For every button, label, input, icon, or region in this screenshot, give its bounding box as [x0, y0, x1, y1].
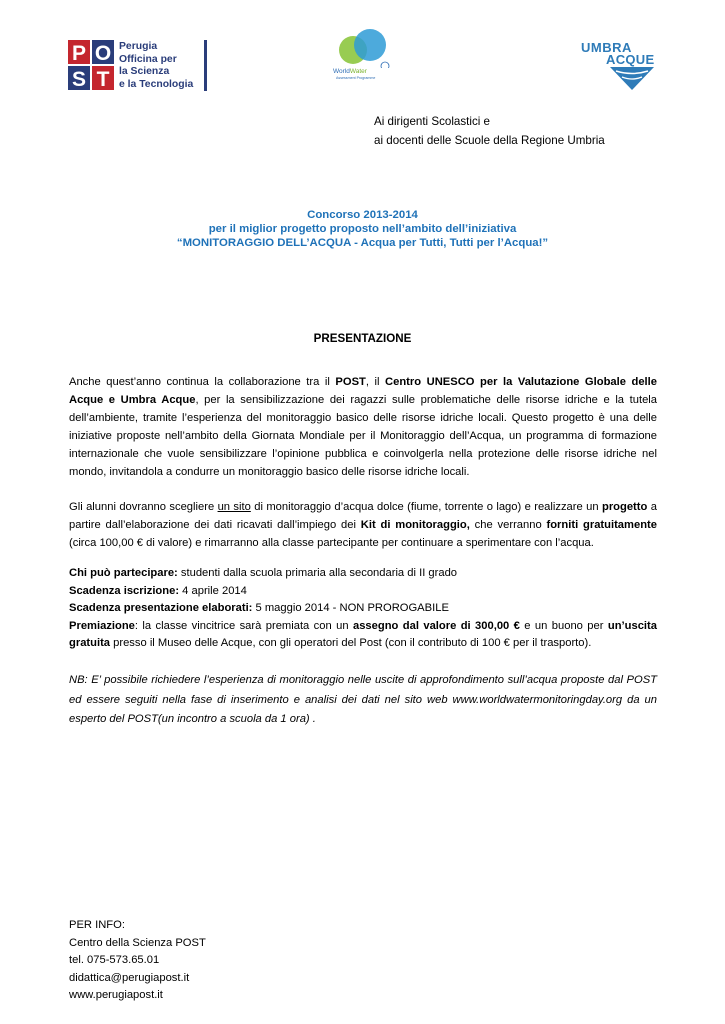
project-paragraph: Gli alunni dovranno scegliere un sito di monitoraggio d’acqua dolce (fiume, torrente o lago) e realizzare un progetto a partire dall’elaborazione dei dati ricavati dall’impiego dei Kit di monitoraggio, che verranno forniti gratuitamente (circa 100,00 € di valore) e rimarranno alla classe partecipante per continuare a sperimentare con l’acqua.: [69, 501, 657, 549]
post-bold: POST: [335, 376, 366, 388]
section-heading: PRESENTAZIONE: [313, 332, 412, 345]
registration-line: Scadenza iscrizione: 4 aprile 2014: [69, 584, 247, 597]
addressee-line: Ai dirigenti Scolastici e: [374, 115, 490, 128]
umbra-logo-line1: UMBRA: [581, 40, 632, 55]
wwap-name-part1: World: [333, 68, 350, 75]
water-drops-icon: [330, 28, 392, 68]
wwap-name-part2: Water: [349, 68, 367, 75]
wwap-subtitle: Assessment Programme: [336, 76, 376, 80]
post-logo-line: Perugia: [119, 41, 158, 52]
post-letter-p: P: [71, 42, 87, 65]
contact-label: PER INFO:: [69, 919, 125, 931]
post-mark-icon: [68, 40, 114, 90]
wwap-logo: [330, 28, 392, 90]
prize-line: Premiazione: la classe vincitrice sarà premiata con un assegno dal valore di 300,00 € e un buono per un’uscita gratuita presso il Museo delle Acque, con gli operatori del Post (con il contributo di 100 € per il trasporto).: [69, 619, 657, 650]
who-line: Chi può partecipare: studenti dalla scuola primaria alla secondaria di II grado: [69, 567, 458, 579]
post-logo-line: Officina per: [119, 53, 177, 65]
post-logo: [68, 40, 210, 92]
addressee-block: [374, 112, 605, 150]
addressee-line: ai docenti delle Scuole della Regione Umbria: [374, 134, 605, 147]
unesco-bold: Centro UNESCO per la Valutazione Globale delle Acque e Umbra Acque: [69, 376, 658, 406]
details-block: [69, 565, 657, 653]
title-line: per il miglior progetto proposto nell’ambito dell’iniziativa: [208, 223, 517, 235]
contact-org: Centro della Scienza POST: [69, 936, 206, 949]
title-line: “MONITORAGGIO DELL’ACQUA - Acqua per Tutti, Tutti per l’Acqua!”: [176, 237, 549, 249]
umbra-logo-line2: ACQUE: [606, 52, 655, 67]
contact-website[interactable]: www.perugiapost.it: [69, 989, 163, 1002]
wwap-name: [333, 68, 367, 75]
contact-phone: tel. 075-573.65.01: [69, 954, 160, 967]
post-logo-divider: [204, 40, 207, 91]
post-letter-o: O: [94, 42, 112, 65]
note-paragraph: NB: E’ possibile richiedere l’esperienza di monitoraggio nelle uscite di approfondimento sull’acqua proposte dal POST ed essere seguiti nella fase di inserimento e analisi dei dati nel sito web www.worldwatermonitoringday.org da un esperto del POST(un incontro a scuola da 1 ora) .: [69, 674, 657, 725]
contact-info: [69, 917, 206, 1005]
contest-title: [0, 208, 725, 250]
submission-line: Scadenza presentazione elaborati: 5 maggio 2014 - NON PROROGABILE: [69, 602, 449, 615]
water-drop-icon: [580, 66, 658, 92]
contact-email[interactable]: didattica@perugiapost.it: [69, 971, 190, 984]
post-letter-s: S: [71, 68, 87, 90]
post-logo-line: la Scienza: [119, 66, 170, 78]
post-logo-text: [119, 41, 193, 91]
post-letter-t: T: [96, 68, 110, 90]
umbra-acque-logo: [580, 40, 658, 92]
post-logo-line: e la Tecnologia: [119, 78, 194, 90]
intro-paragraph: Anche quest’anno continua la collaborazione tra il POST, il Centro UNESCO per la Valutazione Globale delle Acque e Umbra Acque, per la sensibilizzazione dei ragazzi sulle problematiche delle risorse idriche e la tutela dell’ambiente, tramite l’esperienza del monitoraggio basico delle risorse idriche locali. Questo progetto è una delle iniziative proposte nell’ambito della Giornata Mondiale per il Monitoraggio dell’Acqua, un programma di formazione internazionale che vuole sensibilizzare l’opinione pubblica e coinvolgerla nella protezione delle risorse idriche nel mondo, invitandola a condurre un monitoraggio basico delle risorse idriche locali.: [69, 376, 658, 478]
title-line: Concorso 2013-2014: [307, 209, 418, 221]
underlined-text: un sito: [217, 501, 251, 513]
